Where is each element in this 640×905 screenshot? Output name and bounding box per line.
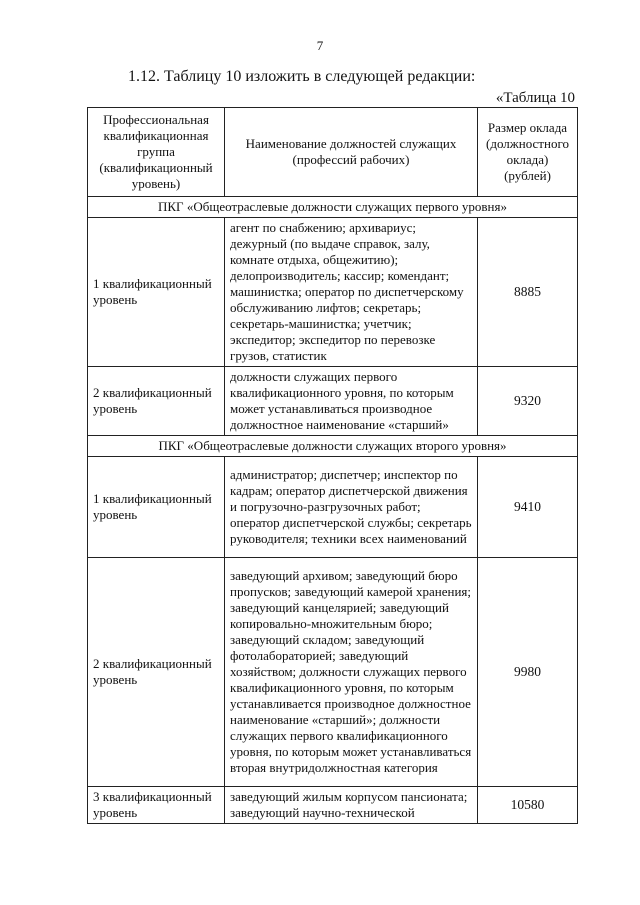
qualification-level: 1 квалификационный уровень bbox=[88, 457, 225, 558]
qualification-level: 3 квалификационный уровень bbox=[88, 787, 225, 824]
qualification-level: 2 квалификационный уровень bbox=[88, 558, 225, 787]
section-row bbox=[88, 197, 578, 218]
salary-value: 8885 bbox=[478, 218, 578, 367]
salary-table bbox=[87, 107, 578, 824]
position-list: агент по снабжению; архивариус; дежурный (по выдаче справок, залу, комнате отдыха, общежитию); делопроизводитель; кассир; комендант; машинистка; оператор по диспетчерскому обслуживанию лифтов; секретарь; секретарь-машинистка; учетчик; экспедитор; экспедитор по перевозке грузов, статистик bbox=[225, 218, 478, 367]
position-list: заведующий жилым корпусом пансионата; заведующий научно-технической bbox=[225, 787, 478, 824]
table-row bbox=[88, 457, 578, 558]
position-list: администратор; диспетчер; инспектор по кадрам; оператор диспетчерской движения и погрузочно-разгрузочных работ; оператор диспетчерской службы; секретарь руководителя; техники всех наименований bbox=[225, 457, 478, 558]
page-number: 7 bbox=[316, 38, 324, 53]
table-caption: «Таблица 10 bbox=[495, 90, 575, 106]
salary-value: 10580 bbox=[478, 787, 578, 824]
section-heading: 1.12. Таблицу 10 изложить в следующей редакции: bbox=[128, 68, 476, 85]
salary-value: 9320 bbox=[478, 367, 578, 436]
qualification-level: 2 квалификационный уровень bbox=[88, 367, 225, 436]
header-positions: Наименование должностей служащих (профессий рабочих) bbox=[225, 108, 478, 197]
table-row bbox=[88, 367, 578, 436]
header-group: Профессиональная квалификационная группа (квалификационный уровень) bbox=[88, 108, 225, 197]
header-salary: Размер оклада (должностного оклада) (рублей) bbox=[478, 108, 578, 197]
section-row bbox=[88, 436, 578, 457]
table-header-row bbox=[88, 108, 578, 197]
section-title: ПКГ «Общеотраслевые должности служащих первого уровня» bbox=[88, 197, 578, 218]
salary-value: 9410 bbox=[478, 457, 578, 558]
table-row bbox=[88, 218, 578, 367]
table-row bbox=[88, 558, 578, 787]
table-row bbox=[88, 787, 578, 824]
position-list: заведующий архивом; заведующий бюро пропусков; заведующий камерой хранения; заведующий канцелярией; заведующий копировально-множительным бюро; заведующий складом; заведующий фотолабораторией; заведующий хозяйством; должности служащих первого квалификационного уровня, по которым устанавливается производное должностное наименование «старший»; должности служащих первого квалификационного уровня, по которым может устанавливаться вторая внутридолжностная категория bbox=[225, 558, 478, 787]
salary-value: 9980 bbox=[478, 558, 578, 787]
position-list: должности служащих первого квалификационного уровня, по которым может устанавливаться производное должностное наименование «старший» bbox=[225, 367, 478, 436]
qualification-level: 1 квалификационный уровень bbox=[88, 218, 225, 367]
section-title: ПКГ «Общеотраслевые должности служащих второго уровня» bbox=[88, 436, 578, 457]
